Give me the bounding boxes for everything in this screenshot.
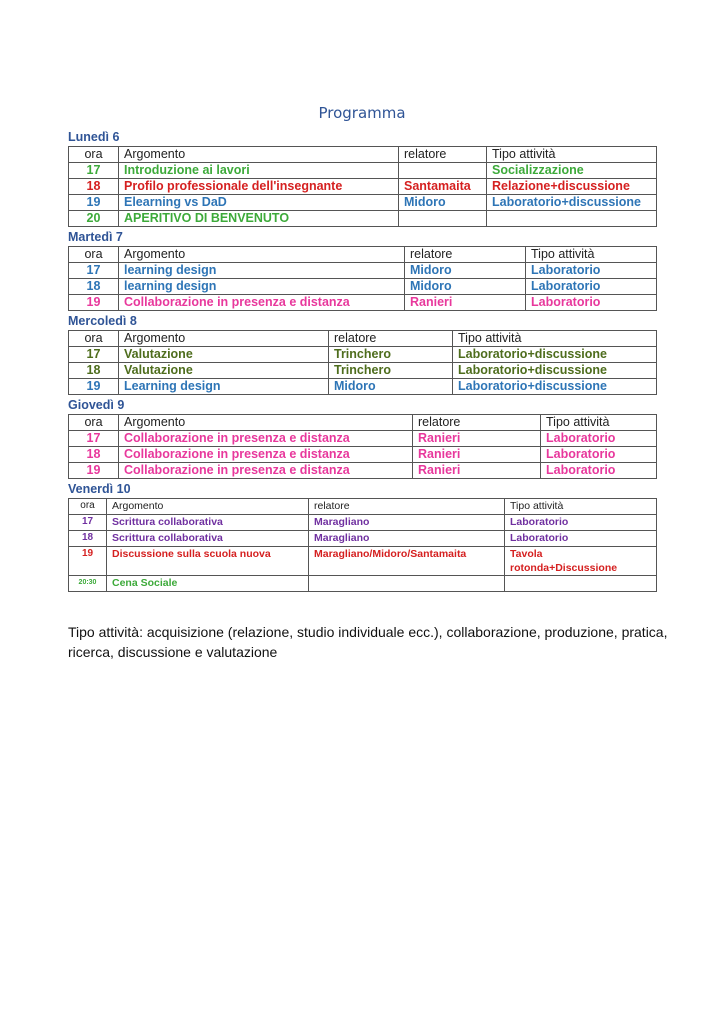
cell-ora: 19 [69, 195, 119, 211]
day-label: Mercoledì 8 [68, 314, 137, 328]
cell-argomento: Discussione sulla scuola nuova [107, 547, 309, 576]
table-row [69, 263, 657, 279]
cell-relatore: Midoro [405, 279, 526, 295]
cell-ora: 19 [69, 463, 119, 479]
header-argomento: Argomento [107, 499, 309, 515]
cell-relatore: Midoro [329, 379, 453, 395]
table-row [69, 279, 657, 295]
cell-relatore: Maragliano/Midoro/Santamaita [309, 547, 505, 576]
table-row [69, 576, 657, 592]
cell-ora: 17 [69, 263, 119, 279]
cell-argomento: Learning design [119, 379, 329, 395]
cell-tipo: Tavola rotonda+Discussione [505, 547, 657, 576]
cell-relatore: Santamaita [399, 179, 487, 195]
cell-ora: 18 [69, 447, 119, 463]
table-row [69, 431, 657, 447]
table-header-row [69, 147, 657, 163]
cell-relatore: Midoro [405, 263, 526, 279]
cell-tipo: Laboratorio [541, 447, 657, 463]
cell-argomento: Cena Sociale [107, 576, 309, 592]
table-row [69, 295, 657, 311]
day-label: Venerdì 10 [68, 482, 131, 496]
cell-tipo: Laboratorio+discussione [453, 363, 657, 379]
cell-ora: 19 [69, 295, 119, 311]
header-ora: ora [69, 415, 119, 431]
day-label: Martedì 7 [68, 230, 123, 244]
table-row [69, 363, 657, 379]
header-tipo: Tipo attività [541, 415, 657, 431]
cell-relatore: Trinchero [329, 363, 453, 379]
header-relatore: relatore [399, 147, 487, 163]
cell-ora: 20:30 [69, 576, 107, 592]
cell-ora: 19 [69, 547, 107, 576]
cell-argomento: Scrittura collaborativa [107, 531, 309, 547]
cell-ora: 19 [69, 379, 119, 395]
cell-tipo: Relazione+discussione [487, 179, 657, 195]
header-ora: ora [69, 247, 119, 263]
table-row [69, 547, 657, 576]
header-tipo: Tipo attività [487, 147, 657, 163]
table-row [69, 195, 657, 211]
cell-ora: 18 [69, 179, 119, 195]
cell-argomento: Collaborazione in presenza e distanza [119, 431, 413, 447]
cell-ora: 18 [69, 531, 107, 547]
cell-argomento: learning design [119, 279, 405, 295]
cell-tipo: Socializzazione [487, 163, 657, 179]
cell-argomento: learning design [119, 263, 405, 279]
day-label: Lunedì 6 [68, 130, 120, 144]
cell-tipo: Laboratorio [526, 279, 657, 295]
cell-argomento: Scrittura collaborativa [107, 515, 309, 531]
cell-relatore: Ranieri [413, 447, 541, 463]
cell-relatore: Maragliano [309, 531, 505, 547]
cell-tipo [505, 576, 657, 592]
cell-relatore [399, 163, 487, 179]
table-header-row [69, 499, 657, 515]
cell-relatore: Maragliano [309, 515, 505, 531]
cell-tipo [487, 211, 657, 227]
day-schedule-table [68, 146, 657, 227]
cell-tipo: Laboratorio+discussione [487, 195, 657, 211]
header-argomento: Argomento [119, 331, 329, 347]
cell-tipo: Laboratorio [505, 515, 657, 531]
day-schedule-table [68, 414, 657, 479]
cell-argomento: Valutazione [119, 347, 329, 363]
cell-argomento: Profilo professionale dell'insegnante [119, 179, 399, 195]
table-row [69, 211, 657, 227]
cell-argomento: Introduzione ai lavori [119, 163, 399, 179]
cell-argomento: Collaborazione in presenza e distanza [119, 463, 413, 479]
header-argomento: Argomento [119, 247, 405, 263]
table-row [69, 531, 657, 547]
cell-argomento: APERITIVO DI BENVENUTO [119, 211, 399, 227]
cell-relatore: Ranieri [413, 431, 541, 447]
cell-tipo: Laboratorio [505, 531, 657, 547]
day-schedule-table [68, 330, 657, 395]
day-schedule-table [68, 246, 657, 311]
table-row [69, 379, 657, 395]
table-header-row [69, 331, 657, 347]
cell-tipo: Laboratorio [541, 431, 657, 447]
cell-relatore: Ranieri [413, 463, 541, 479]
page-title: Programma [318, 104, 406, 122]
header-tipo: Tipo attività [453, 331, 657, 347]
cell-ora: 17 [69, 347, 119, 363]
header-argomento: Argomento [119, 147, 399, 163]
cell-relatore: Midoro [399, 195, 487, 211]
cell-argomento: Valutazione [119, 363, 329, 379]
cell-argomento: Elearning vs DaD [119, 195, 399, 211]
table-row [69, 163, 657, 179]
table-row [69, 179, 657, 195]
header-relatore: relatore [413, 415, 541, 431]
table-header-row [69, 415, 657, 431]
header-ora: ora [69, 331, 119, 347]
cell-ora: 17 [69, 515, 107, 531]
cell-tipo: Laboratorio [526, 263, 657, 279]
cell-argomento: Collaborazione in presenza e distanza [119, 295, 405, 311]
cell-ora: 17 [69, 431, 119, 447]
header-relatore: relatore [405, 247, 526, 263]
activity-types-note: Tipo attività: acquisizione (relazione, studio individuale ecc.), collaborazione, produzione, pratica, ricerca, discussione e valutazione [68, 624, 668, 660]
cell-ora: 17 [69, 163, 119, 179]
cell-relatore [399, 211, 487, 227]
table-row [69, 347, 657, 363]
header-ora: ora [69, 147, 119, 163]
cell-tipo: Laboratorio+discussione [453, 347, 657, 363]
header-argomento: Argomento [119, 415, 413, 431]
table-header-row [69, 247, 657, 263]
header-relatore: relatore [329, 331, 453, 347]
header-ora: ora [69, 499, 107, 515]
cell-relatore: Ranieri [405, 295, 526, 311]
cell-ora: 18 [69, 279, 119, 295]
cell-argomento: Collaborazione in presenza e distanza [119, 447, 413, 463]
cell-relatore: Trinchero [329, 347, 453, 363]
table-row [69, 463, 657, 479]
cell-relatore [309, 576, 505, 592]
cell-ora: 20 [69, 211, 119, 227]
cell-tipo: Laboratorio [526, 295, 657, 311]
cell-ora: 18 [69, 363, 119, 379]
cell-tipo: Laboratorio [541, 463, 657, 479]
day-schedule-table [68, 498, 657, 592]
cell-tipo: Laboratorio+discussione [453, 379, 657, 395]
header-relatore: relatore [309, 499, 505, 515]
table-row [69, 515, 657, 531]
day-label: Giovedì 9 [68, 398, 125, 412]
header-tipo: Tipo attività [505, 499, 657, 515]
header-tipo: Tipo attività [526, 247, 657, 263]
table-row [69, 447, 657, 463]
